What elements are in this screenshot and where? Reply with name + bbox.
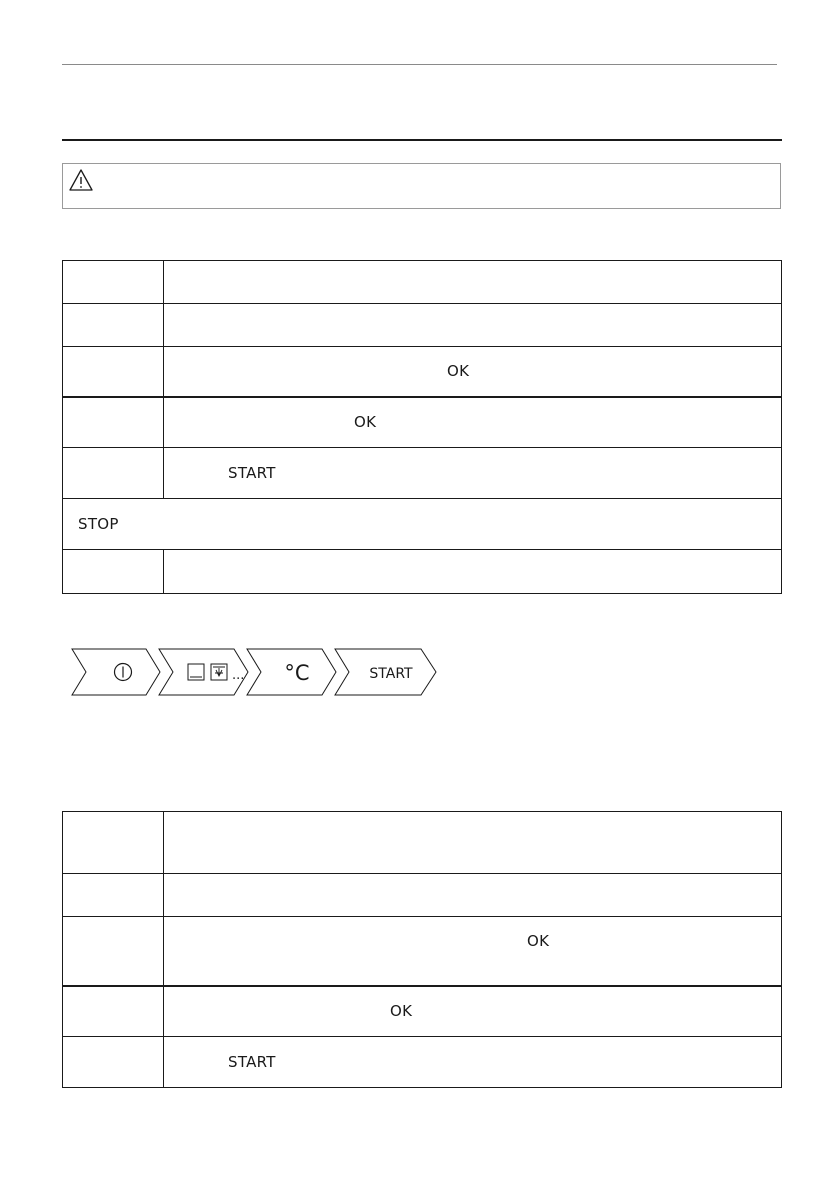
step-number-cell xyxy=(63,550,164,594)
table-row xyxy=(63,986,782,1037)
start-key-label: START xyxy=(228,464,276,482)
step-text-cell xyxy=(164,986,782,1037)
step-text-cell xyxy=(164,347,782,397)
steps-table-2 xyxy=(62,811,782,1088)
table-row xyxy=(63,874,782,917)
step-number-cell xyxy=(63,986,164,1037)
steps-table-1 xyxy=(62,260,782,594)
function-more-label: ... xyxy=(232,668,245,683)
step-number-cell xyxy=(63,917,164,986)
table-row xyxy=(63,499,782,550)
step-text-cell xyxy=(164,874,782,917)
temperature-label: °C xyxy=(284,661,310,685)
table-row xyxy=(63,397,782,448)
sequence-step-temperature xyxy=(247,649,336,695)
table-row xyxy=(63,261,782,304)
sequence-step-power xyxy=(72,649,160,695)
section-rule xyxy=(62,139,782,141)
step-number-cell xyxy=(63,397,164,448)
warning-box xyxy=(62,163,781,209)
ok-key-label: OK xyxy=(390,1002,413,1021)
table-row xyxy=(63,347,782,397)
header-rule xyxy=(62,64,777,65)
start-key-label: START xyxy=(228,1053,276,1071)
step-number-cell xyxy=(63,874,164,917)
ok-key-label: OK xyxy=(447,362,470,381)
table-row xyxy=(63,304,782,347)
start-label: START xyxy=(369,666,413,682)
table-row xyxy=(63,1037,782,1088)
full-width-cell xyxy=(63,499,782,550)
ok-key-label: OK xyxy=(354,413,377,432)
table-row xyxy=(63,917,782,986)
step-text-cell xyxy=(164,397,782,448)
step-text-cell xyxy=(164,812,782,874)
step-number-cell xyxy=(63,1037,164,1088)
step-text-cell xyxy=(164,1037,782,1088)
step-text-cell xyxy=(164,304,782,347)
sequence-step-start xyxy=(335,649,436,695)
step-number-cell xyxy=(63,261,164,304)
step-text-cell xyxy=(164,261,782,304)
operation-sequence xyxy=(70,648,440,696)
stop-key-label: STOP xyxy=(78,515,119,533)
step-number-cell xyxy=(63,304,164,347)
step-text-cell xyxy=(164,550,782,594)
warning-triangle-icon xyxy=(68,168,94,192)
step-text-cell xyxy=(164,448,782,499)
step-number-cell xyxy=(63,347,164,397)
step-number-cell xyxy=(63,448,164,499)
table-row xyxy=(63,550,782,594)
step-text-cell xyxy=(164,917,782,986)
table-row xyxy=(63,812,782,874)
step-number-cell xyxy=(63,812,164,874)
sequence-step-function xyxy=(159,649,248,695)
ok-key-label: OK xyxy=(527,932,550,951)
table-row xyxy=(63,448,782,499)
